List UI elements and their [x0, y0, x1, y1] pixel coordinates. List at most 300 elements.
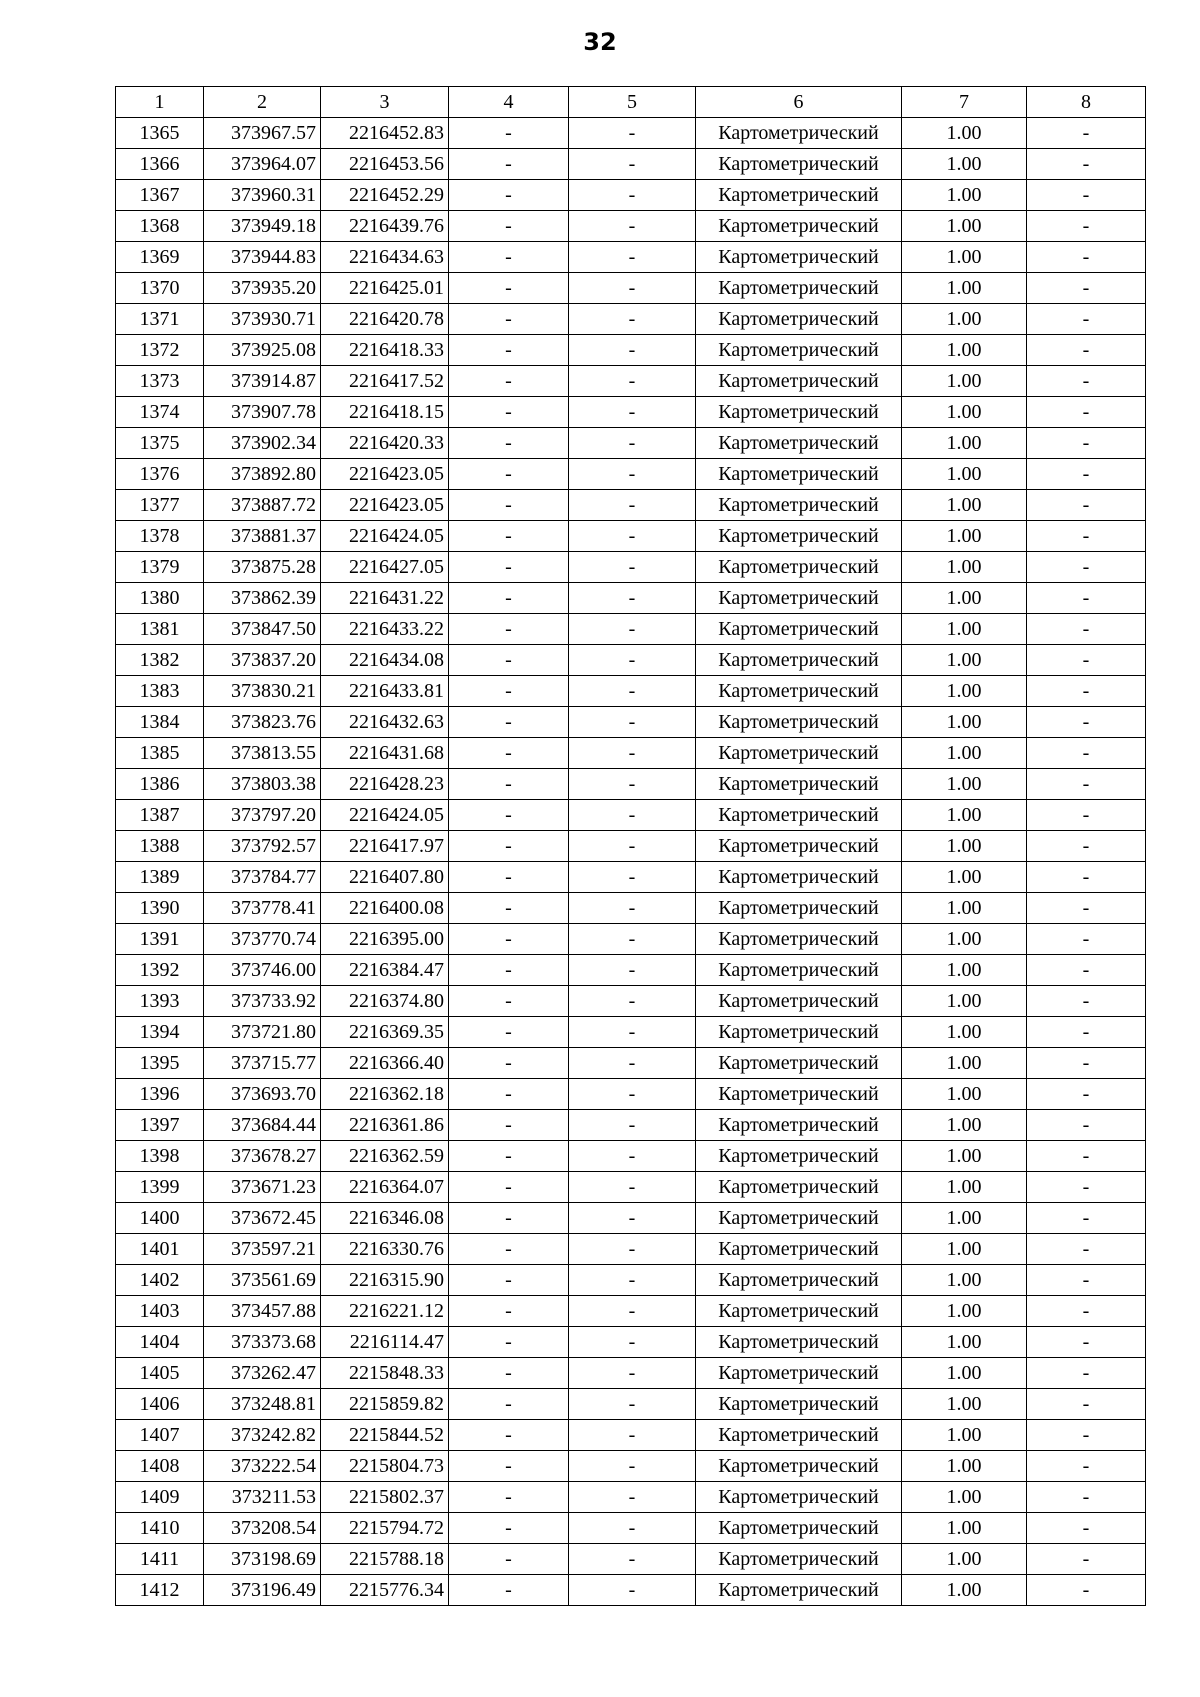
- col-4-cell: -: [449, 242, 569, 273]
- accuracy-cell: 1.00: [902, 986, 1027, 1017]
- col-5-cell: -: [569, 428, 696, 459]
- col-8-cell: -: [1027, 521, 1146, 552]
- y-coordinate-cell: 2216432.63: [321, 707, 449, 738]
- col-8-cell: -: [1027, 304, 1146, 335]
- col-5-cell: -: [569, 676, 696, 707]
- table-row: [116, 180, 1146, 211]
- col-5-cell: -: [569, 1544, 696, 1575]
- col-5-cell: -: [569, 1048, 696, 1079]
- x-coordinate-cell: 373892.80: [204, 459, 321, 490]
- table-row: [116, 738, 1146, 769]
- col-5-cell: -: [569, 1017, 696, 1048]
- accuracy-cell: 1.00: [902, 149, 1027, 180]
- method-cell: Картометрический: [696, 1079, 902, 1110]
- col-8-cell: -: [1027, 707, 1146, 738]
- table-row: [116, 521, 1146, 552]
- col-8-cell: -: [1027, 552, 1146, 583]
- col-5-cell: -: [569, 862, 696, 893]
- y-coordinate-cell: 2216366.40: [321, 1048, 449, 1079]
- col-8-cell: -: [1027, 893, 1146, 924]
- method-cell: Картометрический: [696, 490, 902, 521]
- y-coordinate-cell: 2216420.33: [321, 428, 449, 459]
- table-row: [116, 800, 1146, 831]
- point-number-cell: 1380: [116, 583, 204, 614]
- table-row: [116, 1575, 1146, 1606]
- col-4-cell: -: [449, 459, 569, 490]
- header-col-1: 1: [116, 87, 204, 118]
- col-8-cell: -: [1027, 986, 1146, 1017]
- table-row: [116, 1389, 1146, 1420]
- col-5-cell: -: [569, 1451, 696, 1482]
- col-5-cell: -: [569, 769, 696, 800]
- y-coordinate-cell: 2216434.63: [321, 242, 449, 273]
- table-row: [116, 335, 1146, 366]
- point-number-cell: 1408: [116, 1451, 204, 1482]
- y-coordinate-cell: 2216452.29: [321, 180, 449, 211]
- col-5-cell: -: [569, 645, 696, 676]
- y-coordinate-cell: 2216400.08: [321, 893, 449, 924]
- method-cell: Картометрический: [696, 1575, 902, 1606]
- method-cell: Картометрический: [696, 428, 902, 459]
- table-row: [116, 862, 1146, 893]
- col-8-cell: -: [1027, 1017, 1146, 1048]
- col-8-cell: -: [1027, 831, 1146, 862]
- col-8-cell: -: [1027, 1544, 1146, 1575]
- col-4-cell: -: [449, 986, 569, 1017]
- x-coordinate-cell: 373208.54: [204, 1513, 321, 1544]
- col-8-cell: -: [1027, 1079, 1146, 1110]
- table-row: [116, 1172, 1146, 1203]
- col-4-cell: -: [449, 831, 569, 862]
- col-4-cell: -: [449, 1234, 569, 1265]
- col-8-cell: -: [1027, 1327, 1146, 1358]
- method-cell: Картометрический: [696, 366, 902, 397]
- accuracy-cell: 1.00: [902, 1265, 1027, 1296]
- accuracy-cell: 1.00: [902, 1296, 1027, 1327]
- x-coordinate-cell: 373813.55: [204, 738, 321, 769]
- point-number-cell: 1365: [116, 118, 204, 149]
- point-number-cell: 1407: [116, 1420, 204, 1451]
- col-4-cell: -: [449, 738, 569, 769]
- accuracy-cell: 1.00: [902, 893, 1027, 924]
- method-cell: Картометрический: [696, 1017, 902, 1048]
- y-coordinate-cell: 2216420.78: [321, 304, 449, 335]
- col-8-cell: -: [1027, 1296, 1146, 1327]
- method-cell: Картометрический: [696, 1420, 902, 1451]
- accuracy-cell: 1.00: [902, 242, 1027, 273]
- point-number-cell: 1370: [116, 273, 204, 304]
- accuracy-cell: 1.00: [902, 521, 1027, 552]
- col-5-cell: -: [569, 1327, 696, 1358]
- col-5-cell: -: [569, 1513, 696, 1544]
- x-coordinate-cell: 373803.38: [204, 769, 321, 800]
- col-8-cell: -: [1027, 366, 1146, 397]
- accuracy-cell: 1.00: [902, 707, 1027, 738]
- col-4-cell: -: [449, 1048, 569, 1079]
- col-4-cell: -: [449, 397, 569, 428]
- table-header-row: [116, 87, 1146, 118]
- method-cell: Картометрический: [696, 459, 902, 490]
- col-4-cell: -: [449, 614, 569, 645]
- table-row: [116, 986, 1146, 1017]
- method-cell: Картометрический: [696, 1296, 902, 1327]
- point-number-cell: 1396: [116, 1079, 204, 1110]
- method-cell: Картометрический: [696, 614, 902, 645]
- point-number-cell: 1409: [116, 1482, 204, 1513]
- col-4-cell: -: [449, 1110, 569, 1141]
- col-8-cell: -: [1027, 614, 1146, 645]
- table-row: [116, 831, 1146, 862]
- col-5-cell: -: [569, 1575, 696, 1606]
- table-row: [116, 242, 1146, 273]
- col-5-cell: -: [569, 180, 696, 211]
- col-4-cell: -: [449, 1296, 569, 1327]
- table-row: [116, 1296, 1146, 1327]
- y-coordinate-cell: 2216425.01: [321, 273, 449, 304]
- x-coordinate-cell: 373830.21: [204, 676, 321, 707]
- x-coordinate-cell: 373561.69: [204, 1265, 321, 1296]
- x-coordinate-cell: 373837.20: [204, 645, 321, 676]
- y-coordinate-cell: 2216384.47: [321, 955, 449, 986]
- method-cell: Картометрический: [696, 1265, 902, 1296]
- accuracy-cell: 1.00: [902, 1389, 1027, 1420]
- col-8-cell: -: [1027, 242, 1146, 273]
- accuracy-cell: 1.00: [902, 1017, 1027, 1048]
- col-5-cell: -: [569, 149, 696, 180]
- point-number-cell: 1406: [116, 1389, 204, 1420]
- table-row: [116, 893, 1146, 924]
- col-4-cell: -: [449, 1327, 569, 1358]
- table-row: [116, 1265, 1146, 1296]
- col-5-cell: -: [569, 1079, 696, 1110]
- x-coordinate-cell: 373597.21: [204, 1234, 321, 1265]
- accuracy-cell: 1.00: [902, 583, 1027, 614]
- y-coordinate-cell: 2216453.56: [321, 149, 449, 180]
- x-coordinate-cell: 373373.68: [204, 1327, 321, 1358]
- table-row: [116, 769, 1146, 800]
- x-coordinate-cell: 373693.70: [204, 1079, 321, 1110]
- col-5-cell: -: [569, 1110, 696, 1141]
- y-coordinate-cell: 2216369.35: [321, 1017, 449, 1048]
- accuracy-cell: 1.00: [902, 459, 1027, 490]
- method-cell: Картометрический: [696, 552, 902, 583]
- table-row: [116, 955, 1146, 986]
- point-number-cell: 1371: [116, 304, 204, 335]
- y-coordinate-cell: 2216417.52: [321, 366, 449, 397]
- header-col-7: 7: [902, 87, 1027, 118]
- col-4-cell: -: [449, 118, 569, 149]
- point-number-cell: 1401: [116, 1234, 204, 1265]
- accuracy-cell: 1.00: [902, 1327, 1027, 1358]
- accuracy-cell: 1.00: [902, 831, 1027, 862]
- y-coordinate-cell: 2216433.22: [321, 614, 449, 645]
- point-number-cell: 1367: [116, 180, 204, 211]
- method-cell: Картометрический: [696, 955, 902, 986]
- table-row: [116, 459, 1146, 490]
- y-coordinate-cell: 2216315.90: [321, 1265, 449, 1296]
- col-4-cell: -: [449, 1265, 569, 1296]
- method-cell: Картометрический: [696, 676, 902, 707]
- accuracy-cell: 1.00: [902, 1203, 1027, 1234]
- col-8-cell: -: [1027, 397, 1146, 428]
- col-4-cell: -: [449, 955, 569, 986]
- accuracy-cell: 1.00: [902, 1172, 1027, 1203]
- col-5-cell: -: [569, 118, 696, 149]
- header-col-8: 8: [1027, 87, 1146, 118]
- y-coordinate-cell: 2216407.80: [321, 862, 449, 893]
- x-coordinate-cell: 373960.31: [204, 180, 321, 211]
- accuracy-cell: 1.00: [902, 1234, 1027, 1265]
- point-number-cell: 1397: [116, 1110, 204, 1141]
- accuracy-cell: 1.00: [902, 1358, 1027, 1389]
- col-4-cell: -: [449, 583, 569, 614]
- point-number-cell: 1393: [116, 986, 204, 1017]
- x-coordinate-cell: 373907.78: [204, 397, 321, 428]
- col-4-cell: -: [449, 211, 569, 242]
- y-coordinate-cell: 2216452.83: [321, 118, 449, 149]
- y-coordinate-cell: 2216423.05: [321, 459, 449, 490]
- col-4-cell: -: [449, 180, 569, 211]
- point-number-cell: 1410: [116, 1513, 204, 1544]
- method-cell: Картометрический: [696, 304, 902, 335]
- accuracy-cell: 1.00: [902, 614, 1027, 645]
- table-row: [116, 1451, 1146, 1482]
- col-8-cell: -: [1027, 273, 1146, 304]
- accuracy-cell: 1.00: [902, 676, 1027, 707]
- x-coordinate-cell: 373887.72: [204, 490, 321, 521]
- col-5-cell: -: [569, 707, 696, 738]
- point-number-cell: 1394: [116, 1017, 204, 1048]
- table-row: [116, 1513, 1146, 1544]
- col-4-cell: -: [449, 1575, 569, 1606]
- accuracy-cell: 1.00: [902, 862, 1027, 893]
- table-row: [116, 211, 1146, 242]
- accuracy-cell: 1.00: [902, 1451, 1027, 1482]
- y-coordinate-cell: 2216374.80: [321, 986, 449, 1017]
- table-row: [116, 1203, 1146, 1234]
- method-cell: Картометрический: [696, 149, 902, 180]
- y-coordinate-cell: 2215844.52: [321, 1420, 449, 1451]
- y-coordinate-cell: 2216330.76: [321, 1234, 449, 1265]
- table-row: [116, 645, 1146, 676]
- col-5-cell: -: [569, 955, 696, 986]
- col-4-cell: -: [449, 1544, 569, 1575]
- col-8-cell: -: [1027, 862, 1146, 893]
- y-coordinate-cell: 2216431.68: [321, 738, 449, 769]
- col-8-cell: -: [1027, 800, 1146, 831]
- col-5-cell: -: [569, 1234, 696, 1265]
- point-number-cell: 1382: [116, 645, 204, 676]
- y-coordinate-cell: 2216424.05: [321, 800, 449, 831]
- method-cell: Картометрический: [696, 180, 902, 211]
- x-coordinate-cell: 373262.47: [204, 1358, 321, 1389]
- table-body: [116, 118, 1146, 1606]
- col-5-cell: -: [569, 242, 696, 273]
- y-coordinate-cell: 2216114.47: [321, 1327, 449, 1358]
- point-number-cell: 1386: [116, 769, 204, 800]
- col-5-cell: -: [569, 366, 696, 397]
- table-row: [116, 1327, 1146, 1358]
- y-coordinate-cell: 2216423.05: [321, 490, 449, 521]
- col-4-cell: -: [449, 924, 569, 955]
- table-row: [116, 924, 1146, 955]
- x-coordinate-cell: 373248.81: [204, 1389, 321, 1420]
- y-coordinate-cell: 2215802.37: [321, 1482, 449, 1513]
- point-number-cell: 1400: [116, 1203, 204, 1234]
- table-row: [116, 1420, 1146, 1451]
- method-cell: Картометрический: [696, 986, 902, 1017]
- point-number-cell: 1379: [116, 552, 204, 583]
- table-row: [116, 366, 1146, 397]
- x-coordinate-cell: 373678.27: [204, 1141, 321, 1172]
- table-row: [116, 1141, 1146, 1172]
- method-cell: Картометрический: [696, 335, 902, 366]
- method-cell: Картометрический: [696, 1451, 902, 1482]
- method-cell: Картометрический: [696, 1389, 902, 1420]
- col-5-cell: -: [569, 1358, 696, 1389]
- point-number-cell: 1387: [116, 800, 204, 831]
- col-8-cell: -: [1027, 428, 1146, 459]
- col-5-cell: -: [569, 893, 696, 924]
- header-col-2: 2: [204, 87, 321, 118]
- point-number-cell: 1402: [116, 1265, 204, 1296]
- accuracy-cell: 1.00: [902, 118, 1027, 149]
- point-number-cell: 1366: [116, 149, 204, 180]
- col-5-cell: -: [569, 583, 696, 614]
- col-4-cell: -: [449, 304, 569, 335]
- accuracy-cell: 1.00: [902, 1544, 1027, 1575]
- accuracy-cell: 1.00: [902, 1420, 1027, 1451]
- x-coordinate-cell: 373914.87: [204, 366, 321, 397]
- page-number: 32: [583, 28, 617, 56]
- accuracy-cell: 1.00: [902, 1110, 1027, 1141]
- col-8-cell: -: [1027, 459, 1146, 490]
- x-coordinate-cell: 373949.18: [204, 211, 321, 242]
- accuracy-cell: 1.00: [902, 738, 1027, 769]
- accuracy-cell: 1.00: [902, 769, 1027, 800]
- x-coordinate-cell: 373746.00: [204, 955, 321, 986]
- point-number-cell: 1383: [116, 676, 204, 707]
- col-5-cell: -: [569, 924, 696, 955]
- x-coordinate-cell: 373792.57: [204, 831, 321, 862]
- col-4-cell: -: [449, 335, 569, 366]
- method-cell: Картометрический: [696, 1234, 902, 1265]
- col-5-cell: -: [569, 1141, 696, 1172]
- point-number-cell: 1368: [116, 211, 204, 242]
- method-cell: Картометрический: [696, 1048, 902, 1079]
- col-8-cell: -: [1027, 1513, 1146, 1544]
- table-row: [116, 273, 1146, 304]
- method-cell: Картометрический: [696, 769, 902, 800]
- col-8-cell: -: [1027, 1203, 1146, 1234]
- y-coordinate-cell: 2215859.82: [321, 1389, 449, 1420]
- method-cell: Картометрический: [696, 645, 902, 676]
- y-coordinate-cell: 2215804.73: [321, 1451, 449, 1482]
- x-coordinate-cell: 373672.45: [204, 1203, 321, 1234]
- y-coordinate-cell: 2216362.59: [321, 1141, 449, 1172]
- point-number-cell: 1375: [116, 428, 204, 459]
- method-cell: Картометрический: [696, 273, 902, 304]
- col-5-cell: -: [569, 335, 696, 366]
- table-row: [116, 1544, 1146, 1575]
- col-5-cell: -: [569, 521, 696, 552]
- table-row: [116, 149, 1146, 180]
- x-coordinate-cell: 373862.39: [204, 583, 321, 614]
- col-8-cell: -: [1027, 738, 1146, 769]
- col-4-cell: -: [449, 800, 569, 831]
- accuracy-cell: 1.00: [902, 1048, 1027, 1079]
- col-4-cell: -: [449, 1079, 569, 1110]
- point-number-cell: 1404: [116, 1327, 204, 1358]
- accuracy-cell: 1.00: [902, 924, 1027, 955]
- col-8-cell: -: [1027, 1482, 1146, 1513]
- col-8-cell: -: [1027, 149, 1146, 180]
- point-number-cell: 1384: [116, 707, 204, 738]
- col-5-cell: -: [569, 1389, 696, 1420]
- x-coordinate-cell: 373881.37: [204, 521, 321, 552]
- x-coordinate-cell: 373967.57: [204, 118, 321, 149]
- x-coordinate-cell: 373196.49: [204, 1575, 321, 1606]
- coordinates-table: [115, 86, 1146, 1606]
- col-8-cell: -: [1027, 335, 1146, 366]
- col-4-cell: -: [449, 707, 569, 738]
- x-coordinate-cell: 373935.20: [204, 273, 321, 304]
- col-8-cell: -: [1027, 1172, 1146, 1203]
- point-number-cell: 1385: [116, 738, 204, 769]
- accuracy-cell: 1.00: [902, 955, 1027, 986]
- accuracy-cell: 1.00: [902, 1482, 1027, 1513]
- table-row: [116, 1110, 1146, 1141]
- accuracy-cell: 1.00: [902, 800, 1027, 831]
- x-coordinate-cell: 373733.92: [204, 986, 321, 1017]
- y-coordinate-cell: 2215776.34: [321, 1575, 449, 1606]
- col-5-cell: -: [569, 614, 696, 645]
- x-coordinate-cell: 373964.07: [204, 149, 321, 180]
- x-coordinate-cell: 373222.54: [204, 1451, 321, 1482]
- method-cell: Картометрический: [696, 1513, 902, 1544]
- x-coordinate-cell: 373944.83: [204, 242, 321, 273]
- point-number-cell: 1399: [116, 1172, 204, 1203]
- y-coordinate-cell: 2215794.72: [321, 1513, 449, 1544]
- method-cell: Картометрический: [696, 738, 902, 769]
- accuracy-cell: 1.00: [902, 366, 1027, 397]
- accuracy-cell: 1.00: [902, 1079, 1027, 1110]
- y-coordinate-cell: 2216434.08: [321, 645, 449, 676]
- accuracy-cell: 1.00: [902, 397, 1027, 428]
- x-coordinate-cell: 373211.53: [204, 1482, 321, 1513]
- col-8-cell: -: [1027, 676, 1146, 707]
- accuracy-cell: 1.00: [902, 335, 1027, 366]
- accuracy-cell: 1.00: [902, 1141, 1027, 1172]
- col-8-cell: -: [1027, 583, 1146, 614]
- col-5-cell: -: [569, 490, 696, 521]
- col-8-cell: -: [1027, 645, 1146, 676]
- col-4-cell: -: [449, 1203, 569, 1234]
- method-cell: Картометрический: [696, 1141, 902, 1172]
- point-number-cell: 1374: [116, 397, 204, 428]
- table-row: [116, 428, 1146, 459]
- y-coordinate-cell: 2216431.22: [321, 583, 449, 614]
- method-cell: Картометрический: [696, 1203, 902, 1234]
- col-8-cell: -: [1027, 1575, 1146, 1606]
- col-8-cell: -: [1027, 1048, 1146, 1079]
- table-row: [116, 583, 1146, 614]
- accuracy-cell: 1.00: [902, 552, 1027, 583]
- x-coordinate-cell: 373198.69: [204, 1544, 321, 1575]
- x-coordinate-cell: 373684.44: [204, 1110, 321, 1141]
- col-8-cell: -: [1027, 1358, 1146, 1389]
- method-cell: Картометрический: [696, 862, 902, 893]
